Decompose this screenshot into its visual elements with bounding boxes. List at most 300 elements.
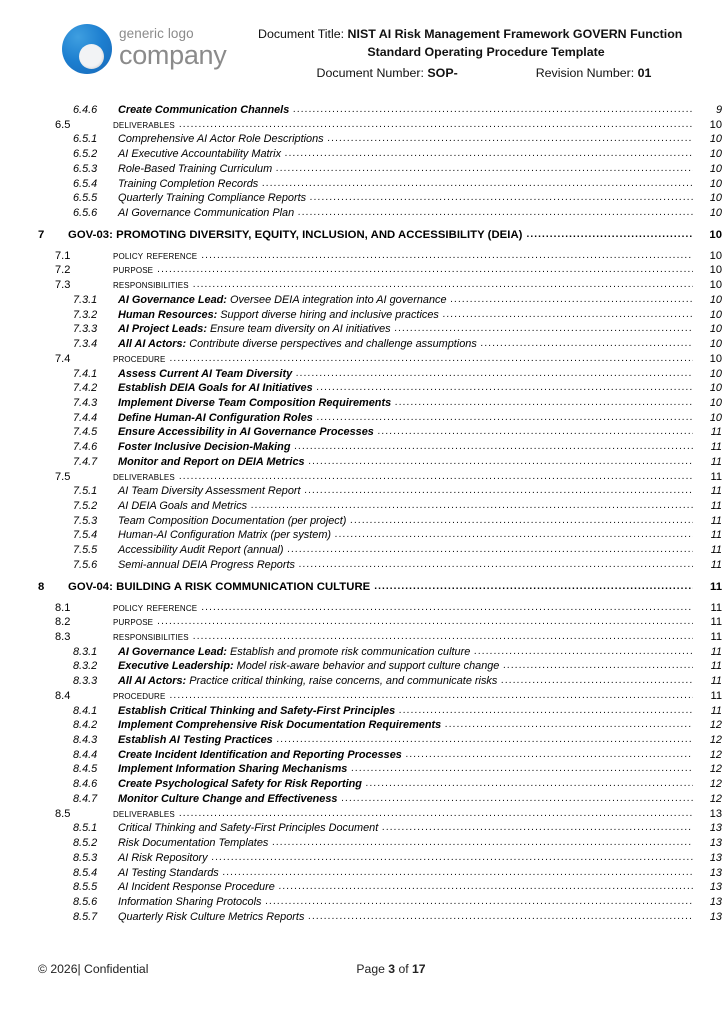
toc-entry-role: Human Resources: xyxy=(118,308,218,321)
toc-entry[interactable] xyxy=(0,163,722,178)
toc-entry-label: GOV-03: PROMOTING DIVERSITY, EQUITY, INCLUSION, AND ACCESSIBILITY (DEIA) xyxy=(68,228,523,241)
toc-entry[interactable] xyxy=(0,616,722,631)
toc-leader-dots xyxy=(395,397,693,408)
toc-entry-page-number: 10 xyxy=(709,228,722,241)
toc-entry-label: Monitor and Report on DEIA Metrics xyxy=(118,455,305,468)
toc-leader-dots xyxy=(335,529,693,540)
toc-entry-label: procedure xyxy=(113,352,166,365)
toc-leader-dots xyxy=(169,353,693,364)
toc-leader-dots xyxy=(157,264,693,275)
toc-entry-description: Establish and promote risk communication culture xyxy=(226,645,471,658)
toc-entry-number: 8.2 xyxy=(55,616,71,629)
toc-entry-page-number: 11 xyxy=(710,580,722,593)
toc-entry-page-number: 10 xyxy=(709,279,722,292)
toc-entry-label xyxy=(118,294,451,306)
toc-leader-dots xyxy=(445,719,693,730)
footer-pagination xyxy=(0,962,722,976)
toc-entry[interactable] xyxy=(0,852,722,867)
toc-entry-page-number: 10 xyxy=(709,207,722,220)
toc-entry-page-number: 10 xyxy=(709,396,722,409)
toc-entry[interactable] xyxy=(0,412,722,427)
revision-number-value: 01 xyxy=(637,66,652,80)
toc-entry[interactable] xyxy=(0,323,722,338)
toc-entry-label: Create Incident Identification and Reporting Processes xyxy=(118,748,402,761)
toc-entry-label: Critical Thinking and Safety-First Principles Document xyxy=(118,822,379,835)
toc-entry-page-number: 10 xyxy=(709,148,722,161)
toc-entry-number: 6.5.6 xyxy=(73,207,98,220)
toc-entry-label: Assess Current AI Team Diversity xyxy=(118,367,293,380)
toc-entry-page-number: 11 xyxy=(710,660,722,673)
toc-entry-label: Create Psychological Safety for Risk Reporting xyxy=(118,778,362,791)
toc-entry-label: Create Communication Channels xyxy=(118,104,290,116)
toc-entry-number: 8.4.5 xyxy=(73,763,98,776)
toc-entry-role: AI Governance Lead: xyxy=(118,293,227,306)
toc-entry-page-number: 10 xyxy=(709,367,722,380)
toc-entry-label: Human-AI Configuration Matrix (per system) xyxy=(118,529,332,542)
toc-entry-page-number: 10 xyxy=(709,264,722,277)
toc-entry-number: 8.4.3 xyxy=(73,734,98,747)
toc-entry-page-number: 11 xyxy=(710,426,722,439)
toc-leader-dots xyxy=(382,822,693,833)
toc-leader-dots xyxy=(406,749,693,760)
toc-entry-number: 7.5.3 xyxy=(73,514,98,527)
toc-leader-dots xyxy=(317,412,693,423)
toc-entry[interactable] xyxy=(0,515,722,530)
toc-leader-dots xyxy=(317,382,693,393)
toc-entry[interactable] xyxy=(0,353,722,368)
toc-entry-page-number: 11 xyxy=(710,514,722,527)
revision-number-label: Revision Number: xyxy=(535,66,635,80)
toc-entry[interactable] xyxy=(0,602,722,617)
toc-entry-label: Semi-annual DEIA Progress Reports xyxy=(118,558,295,571)
toc-entry-label: AI Team Diversity Assessment Report xyxy=(118,485,301,498)
toc-entry[interactable] xyxy=(0,471,722,486)
toc-leader-dots xyxy=(305,485,693,496)
toc-leader-dots xyxy=(277,734,693,745)
logo-text xyxy=(119,22,226,69)
toc-entry-number: 6.5.4 xyxy=(73,177,98,190)
table-of-contents xyxy=(0,104,722,925)
document-title-row xyxy=(250,26,714,61)
toc-entry-number: 7.5.4 xyxy=(73,529,98,542)
toc-entry[interactable] xyxy=(0,485,722,500)
toc-entry-page-number: 9 xyxy=(715,104,722,116)
toc-entry-number: 7.3 xyxy=(55,279,71,292)
toc-entry-label: Comprehensive AI Actor Role Descriptions xyxy=(118,133,324,146)
toc-leader-dots xyxy=(193,631,693,642)
toc-entry-label: Establish Critical Thinking and Safety-First Principles xyxy=(118,704,396,717)
toc-entry[interactable] xyxy=(0,250,722,265)
toc-entry-label: policy reference xyxy=(113,249,198,262)
toc-entry[interactable] xyxy=(0,338,722,353)
toc-leader-dots xyxy=(395,323,693,334)
toc-entry-page-number: 10 xyxy=(709,338,722,351)
toc-entry[interactable] xyxy=(0,581,722,597)
toc-entry[interactable] xyxy=(0,148,722,163)
toc-entry-number: 8.1 xyxy=(55,601,71,614)
toc-entry-label: AI Governance Communication Plan xyxy=(118,207,295,220)
toc-entry-page-number: 10 xyxy=(709,133,722,146)
toc-entry-page-number: 11 xyxy=(710,704,722,717)
toc-entry-label: Team Composition Documentation (per project) xyxy=(118,514,347,527)
toc-leader-dots xyxy=(179,808,693,819)
toc-entry-number: 8.3 xyxy=(55,631,71,643)
document-title-label: Document Title: xyxy=(258,27,345,41)
toc-leader-dots xyxy=(328,133,693,144)
toc-entry-page-number: 10 xyxy=(709,192,722,205)
toc-entry-label: Ensure Accessibility in AI Governance Processes xyxy=(118,426,374,439)
toc-leader-dots xyxy=(169,690,693,701)
toc-entry[interactable] xyxy=(0,368,722,383)
toc-entry-page-number: 11 xyxy=(710,689,722,702)
toc-leader-dots xyxy=(299,559,693,570)
toc-entry[interactable] xyxy=(0,294,722,309)
toc-entry-number: 7.4.3 xyxy=(73,396,98,409)
toc-entry-number: 8.5.3 xyxy=(73,851,98,864)
toc-entry[interactable] xyxy=(0,279,722,294)
toc-entry-label xyxy=(118,338,481,350)
toc-entry[interactable] xyxy=(0,264,722,279)
toc-leader-dots xyxy=(451,294,694,305)
toc-entry-role: AI Project Leads: xyxy=(118,323,207,336)
toc-entry-page-number: 11 xyxy=(710,645,722,658)
toc-entry-page-number: 10 xyxy=(709,411,722,424)
toc-entry-number: 8 xyxy=(38,580,45,593)
toc-leader-dots xyxy=(179,119,693,130)
toc-entry-label: AI DEIA Goals and Metrics xyxy=(118,499,248,512)
toc-entry[interactable] xyxy=(0,837,722,852)
toc-entry-number: 7.3.4 xyxy=(73,338,98,351)
toc-entry-label: deliverables xyxy=(113,470,175,483)
toc-leader-dots xyxy=(341,793,693,804)
toc-entry-number: 7.1 xyxy=(55,249,71,262)
toc-entry-number: 7.3.1 xyxy=(73,293,98,306)
toc-entry-label: Implement Diverse Team Composition Requirements xyxy=(118,396,392,409)
toc-entry[interactable] xyxy=(0,719,722,734)
logo-inner-circle xyxy=(79,44,104,69)
page-middle-label: of xyxy=(395,962,412,976)
header-metadata xyxy=(250,22,722,83)
toc-leader-dots xyxy=(298,207,693,218)
toc-entry[interactable] xyxy=(0,734,722,749)
toc-entry-number: 8.5.5 xyxy=(73,881,98,894)
toc-entry-role: All AI Actors: xyxy=(118,675,187,688)
toc-leader-dots xyxy=(265,896,693,907)
revision-number-group xyxy=(536,65,652,83)
toc-entry-label: Quarterly Risk Culture Metrics Reports xyxy=(118,910,305,923)
toc-entry-number: 7.5.2 xyxy=(73,499,98,512)
toc-entry[interactable] xyxy=(0,104,722,119)
toc-entry-number: 7.4.7 xyxy=(73,455,98,468)
toc-entry-label: deliverables xyxy=(113,118,175,131)
toc-leader-dots xyxy=(366,778,693,789)
toc-entry-number: 8.4.4 xyxy=(73,748,98,761)
toc-entry[interactable] xyxy=(0,133,722,148)
toc-leader-dots xyxy=(399,705,693,716)
toc-leader-dots xyxy=(501,675,693,686)
toc-entry-label: Risk Documentation Templates xyxy=(118,837,269,850)
toc-entry-label: Establish DEIA Goals for AI Initiatives xyxy=(118,382,313,395)
document-number-value: SOP- xyxy=(427,66,458,80)
toc-leader-dots xyxy=(350,515,693,526)
toc-entry-label xyxy=(118,309,443,321)
toc-entry[interactable] xyxy=(0,896,722,911)
toc-entry-number: 7.3.2 xyxy=(73,308,98,321)
logo-tagline: generic logo xyxy=(119,26,194,41)
toc-entry-page-number: 13 xyxy=(709,881,722,894)
toc-entry[interactable] xyxy=(0,397,722,412)
toc-leader-dots xyxy=(503,660,693,671)
toc-entry-number: 6.5.2 xyxy=(73,148,98,161)
document-number-group xyxy=(317,65,458,83)
toc-entry-label: AI Risk Repository xyxy=(118,851,208,864)
toc-entry-number: 7.4.5 xyxy=(73,426,98,439)
toc-entry-page-number: 11 xyxy=(710,616,722,629)
toc-entry-label xyxy=(118,660,503,672)
toc-entry[interactable] xyxy=(0,646,722,661)
toc-leader-dots xyxy=(285,148,693,159)
toc-entry-number: 8.4.1 xyxy=(73,704,98,717)
toc-entry[interactable] xyxy=(0,705,722,720)
toc-entry[interactable] xyxy=(0,544,722,559)
document-title-value: NIST AI Risk Management Framework GOVERN Function xyxy=(347,27,683,41)
toc-entry-page-number: 11 xyxy=(710,470,722,483)
toc-entry-page-number: 10 xyxy=(709,323,722,336)
toc-entry-label: Accessibility Audit Report (annual) xyxy=(118,544,284,557)
toc-entry-role: AI Governance Lead: xyxy=(118,645,227,658)
toc-entry-page-number: 11 xyxy=(710,499,722,512)
toc-leader-dots xyxy=(294,441,693,452)
toc-entry-label: Role-Based Training Curriculum xyxy=(118,162,273,175)
toc-entry-page-number: 11 xyxy=(710,601,722,614)
toc-leader-dots xyxy=(223,867,693,878)
circle-logo-icon xyxy=(62,24,112,74)
toc-entry-role: All AI Actors: xyxy=(118,338,187,351)
toc-entry-number: 7.4.1 xyxy=(73,367,98,380)
document-footer xyxy=(0,962,722,984)
company-logo xyxy=(0,22,250,74)
toc-leader-dots xyxy=(262,178,693,189)
toc-entry-role: Executive Leadership: xyxy=(118,660,234,673)
toc-leader-dots xyxy=(157,616,693,627)
toc-entry-page-number: 10 xyxy=(709,162,722,175)
toc-entry-page-number: 10 xyxy=(709,308,722,321)
toc-leader-dots xyxy=(179,471,693,482)
toc-entry[interactable] xyxy=(0,763,722,778)
toc-entry-number: 8.5 xyxy=(55,807,71,820)
toc-leader-dots xyxy=(308,911,693,922)
toc-entry-number: 7.4.6 xyxy=(73,441,98,454)
toc-entry-label: GOV-04: BUILDING A RISK COMMUNICATION CULTURE xyxy=(68,580,371,593)
toc-leader-dots xyxy=(296,368,693,379)
toc-entry-description: Ensure team diversity on AI initiatives xyxy=(206,323,391,336)
toc-entry-label: AI Incident Response Procedure xyxy=(118,881,275,894)
toc-entry-number: 8.5.1 xyxy=(73,822,98,835)
logo-company-name: company xyxy=(119,39,227,70)
toc-leader-dots xyxy=(251,500,693,511)
toc-leader-dots xyxy=(443,309,693,320)
toc-entry-label: AI Testing Standards xyxy=(118,866,219,879)
toc-entry[interactable] xyxy=(0,690,722,705)
toc-entry[interactable] xyxy=(0,456,722,471)
toc-entry-label: deliverables xyxy=(113,807,175,820)
toc-entry-page-number: 11 xyxy=(710,485,722,498)
toc-entry-description: Contribute diverse perspectives and challenge assumptions xyxy=(186,338,477,351)
toc-entry[interactable] xyxy=(0,178,722,193)
toc-entry-label: Establish AI Testing Practices xyxy=(118,734,273,747)
toc-entry-page-number: 12 xyxy=(709,778,722,791)
document-title-value-line2: Standard Operating Procedure Template xyxy=(367,44,605,59)
toc-entry-number: 7 xyxy=(38,228,45,241)
toc-leader-dots xyxy=(287,544,693,555)
toc-entry-label: Information Sharing Protocols xyxy=(118,895,262,908)
toc-entry-page-number: 10 xyxy=(709,382,722,395)
document-header xyxy=(0,22,722,92)
toc-entry-page-number: 12 xyxy=(709,719,722,732)
toc-entry-page-number: 12 xyxy=(709,763,722,776)
toc-entry-number: 7.4.2 xyxy=(73,382,98,395)
toc-entry-number: 7.5.1 xyxy=(73,485,98,498)
toc-leader-dots xyxy=(374,581,693,592)
toc-entry[interactable] xyxy=(0,867,722,882)
toc-leader-dots xyxy=(201,250,693,261)
toc-entry[interactable] xyxy=(0,911,722,926)
toc-entry[interactable] xyxy=(0,529,722,544)
toc-entry[interactable] xyxy=(0,660,722,675)
toc-leader-dots xyxy=(272,837,693,848)
toc-entry[interactable] xyxy=(0,778,722,793)
toc-entry-page-number: 10 xyxy=(709,293,722,306)
toc-entry-page-number: 10 xyxy=(709,118,722,131)
toc-entry[interactable] xyxy=(0,808,722,823)
toc-entry-label: Implement Information Sharing Mechanisms xyxy=(118,763,348,776)
toc-entry-page-number: 13 xyxy=(709,807,722,820)
page-total-number: 17 xyxy=(412,962,426,976)
toc-entry-page-number: 11 xyxy=(710,631,722,643)
toc-entry-label: Quarterly Training Compliance Reports xyxy=(118,192,307,205)
toc-entry-page-number: 11 xyxy=(710,441,722,454)
toc-entry-description: Oversee DEIA integration into AI governance xyxy=(226,293,447,306)
toc-entry-number: 8.5.4 xyxy=(73,866,98,879)
toc-entry-label: responsibilities xyxy=(113,631,189,643)
toc-entry-page-number: 10 xyxy=(709,177,722,190)
toc-entry-number: 8.4.2 xyxy=(73,719,98,732)
toc-entry[interactable] xyxy=(0,192,722,207)
toc-entry[interactable] xyxy=(0,441,722,456)
toc-leader-dots xyxy=(474,646,693,657)
toc-entry-label: Implement Comprehensive Risk Documentation Requirements xyxy=(118,719,442,732)
toc-entry-label: procedure xyxy=(113,689,166,702)
toc-entry-label: Monitor Culture Change and Effectiveness xyxy=(118,792,338,805)
toc-leader-dots xyxy=(351,763,693,774)
toc-leader-dots xyxy=(279,881,693,892)
toc-entry-label: responsibilities xyxy=(113,279,189,292)
toc-entry-label: purpose xyxy=(113,616,154,629)
toc-entry[interactable] xyxy=(0,749,722,764)
toc-entry-number: 8.5.2 xyxy=(73,837,98,850)
document-numbers-row xyxy=(250,65,714,83)
toc-entry-number: 7.3.3 xyxy=(73,323,98,336)
toc-entry-label: Training Completion Records xyxy=(118,177,259,190)
toc-entry-number: 6.5.1 xyxy=(73,133,98,146)
toc-leader-dots xyxy=(526,229,693,240)
toc-entry-number: 6.5.3 xyxy=(73,162,98,175)
toc-entry-page-number: 12 xyxy=(709,792,722,805)
toc-entry-number: 6.4.6 xyxy=(73,104,98,116)
toc-entry-label xyxy=(118,323,395,335)
toc-entry-label xyxy=(118,675,501,687)
toc-entry-page-number: 13 xyxy=(709,822,722,835)
document-number-label: Document Number: xyxy=(316,66,424,80)
toc-entry-page-number: 13 xyxy=(709,866,722,879)
toc-entry[interactable] xyxy=(0,426,722,441)
toc-entry-page-number: 13 xyxy=(709,895,722,908)
toc-entry-number: 8.3.3 xyxy=(73,675,98,688)
toc-entry[interactable] xyxy=(0,309,722,324)
toc-entry[interactable] xyxy=(0,382,722,397)
toc-leader-dots xyxy=(310,192,693,203)
toc-entry-description: Model risk-aware behavior and support culture change xyxy=(233,660,500,673)
toc-entry-description: Support diverse hiring and inclusive practices xyxy=(217,308,439,321)
toc-entry[interactable] xyxy=(0,500,722,515)
toc-leader-dots xyxy=(309,456,693,467)
toc-entry-label: Foster Inclusive Decision-Making xyxy=(118,441,291,454)
toc-entry-page-number: 12 xyxy=(709,734,722,747)
toc-entry-number: 8.5.6 xyxy=(73,895,98,908)
toc-entry[interactable] xyxy=(0,559,722,574)
toc-leader-dots xyxy=(293,104,693,115)
footer-copyright: © 2026| Confidential xyxy=(38,962,149,976)
toc-entry-page-number: 10 xyxy=(709,249,722,262)
toc-entry-page-number: 12 xyxy=(709,748,722,761)
toc-entry[interactable] xyxy=(0,207,722,222)
toc-entry[interactable] xyxy=(0,119,722,134)
toc-leader-dots xyxy=(276,163,693,174)
toc-entry-page-number: 10 xyxy=(709,352,722,365)
toc-entry-page-number: 13 xyxy=(709,851,722,864)
toc-entry[interactable] xyxy=(0,793,722,808)
toc-entry-number: 7.2 xyxy=(55,264,71,277)
toc-entry-page-number: 11 xyxy=(710,675,722,688)
toc-entry-label: purpose xyxy=(113,264,154,277)
toc-entry-number: 6.5.5 xyxy=(73,192,98,205)
toc-entry[interactable] xyxy=(0,822,722,837)
toc-entry-number: 7.4 xyxy=(55,352,71,365)
toc-entry-number: 7.5.6 xyxy=(73,558,98,571)
toc-entry-page-number: 11 xyxy=(710,558,722,571)
toc-entry-number: 7.5 xyxy=(55,470,71,483)
toc-entry-number: 8.5.7 xyxy=(73,910,98,923)
toc-entry[interactable] xyxy=(0,881,722,896)
toc-entry-label: policy reference xyxy=(113,601,198,614)
toc-leader-dots xyxy=(481,338,693,349)
toc-leader-dots xyxy=(193,279,693,290)
page-prefix-label: Page xyxy=(356,962,389,976)
toc-entry-number: 8.4 xyxy=(55,689,71,702)
toc-entry-label: Define Human-AI Configuration Roles xyxy=(118,411,313,424)
toc-entry-description: Practice critical thinking, raise concerns, and communicate risks xyxy=(186,675,498,688)
toc-leader-dots xyxy=(378,426,693,437)
toc-entry-number: 8.4.6 xyxy=(73,778,98,791)
toc-entry-number: 7.5.5 xyxy=(73,544,98,557)
toc-entry[interactable] xyxy=(0,229,722,245)
toc-entry-number: 6.5 xyxy=(55,118,71,131)
toc-entry[interactable] xyxy=(0,631,722,646)
toc-entry-page-number: 13 xyxy=(709,910,722,923)
toc-entry[interactable] xyxy=(0,675,722,690)
toc-entry-page-number: 11 xyxy=(710,455,722,468)
toc-entry-number: 8.4.7 xyxy=(73,792,98,805)
